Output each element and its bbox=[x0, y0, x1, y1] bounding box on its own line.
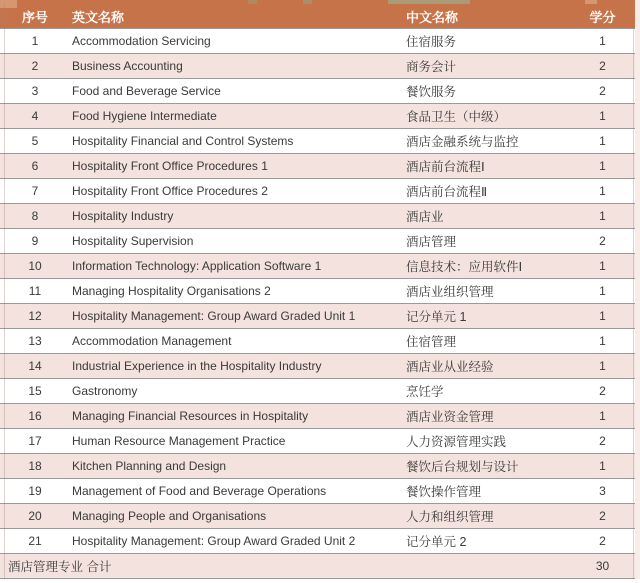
course-name-en: Hospitality Financial and Control Systems bbox=[70, 129, 405, 154]
table-row bbox=[0, 29, 635, 54]
course-credits: 2 bbox=[570, 504, 635, 529]
course-name-zh: 酒店前台流程Ⅱ bbox=[405, 179, 570, 204]
course-credits: 1 bbox=[570, 29, 635, 54]
course-name-en: Business Accounting bbox=[70, 54, 405, 79]
top-patch bbox=[585, 0, 597, 4]
left-border-line bbox=[4, 4, 5, 579]
course-credits: 1 bbox=[570, 154, 635, 179]
course-name-zh: 住宿管理 bbox=[405, 329, 570, 354]
course-name-en: Hospitality Management: Group Award Graded Unit 2 bbox=[70, 529, 405, 554]
table-row bbox=[0, 354, 635, 379]
table-row bbox=[0, 179, 635, 204]
top-patch bbox=[303, 0, 312, 4]
row-number: 8 bbox=[0, 204, 70, 229]
course-credits: 3 bbox=[570, 479, 635, 504]
course-name-en: Kitchen Planning and Design bbox=[70, 454, 405, 479]
row-number: 1 bbox=[0, 29, 70, 54]
right-border-line bbox=[633, 4, 634, 579]
top-patch bbox=[0, 0, 17, 8]
course-name-zh: 食品卫生（中级） bbox=[405, 104, 570, 129]
course-credits: 2 bbox=[570, 529, 635, 554]
course-name-en: Food Hygiene Intermediate bbox=[70, 104, 405, 129]
course-credits: 1 bbox=[570, 329, 635, 354]
course-name-zh: 人力资源管理实践 bbox=[405, 429, 570, 454]
table-row bbox=[0, 79, 635, 104]
course-name-en: Food and Beverage Service bbox=[70, 79, 405, 104]
course-name-en: Gastronomy bbox=[70, 379, 405, 404]
table-row bbox=[0, 154, 635, 179]
top-edge-decoration bbox=[0, 0, 635, 4]
table-row bbox=[0, 429, 635, 454]
course-name-zh: 餐饮后台规划与设计 bbox=[405, 454, 570, 479]
row-number: 13 bbox=[0, 329, 70, 354]
table-row bbox=[0, 529, 635, 554]
course-name-zh: 酒店前台流程Ⅰ bbox=[405, 154, 570, 179]
course-name-en: Managing People and Organisations bbox=[70, 504, 405, 529]
row-number: 3 bbox=[0, 79, 70, 104]
row-number: 10 bbox=[0, 254, 70, 279]
course-name-zh: 酒店管理 bbox=[405, 229, 570, 254]
course-name-zh: 酒店业组织管理 bbox=[405, 279, 570, 304]
table-row bbox=[0, 404, 635, 429]
course-name-zh: 酒店业从业经验 bbox=[405, 354, 570, 379]
table-header bbox=[0, 4, 635, 29]
row-number: 20 bbox=[0, 504, 70, 529]
course-name-zh: 信息技术：应用软件Ⅰ bbox=[405, 254, 570, 279]
course-name-zh: 记分单元 1 bbox=[405, 304, 570, 329]
table-row bbox=[0, 129, 635, 154]
total-credits: 30 bbox=[570, 554, 635, 579]
table-row bbox=[0, 454, 635, 479]
course-name-zh: 酒店业资金管理 bbox=[405, 404, 570, 429]
course-name-zh: 餐饮服务 bbox=[405, 79, 570, 104]
top-patch bbox=[388, 0, 470, 4]
table-footer bbox=[0, 554, 635, 579]
column-header-chinese-name: 中文名称 bbox=[405, 4, 570, 29]
course-credits: 1 bbox=[570, 304, 635, 329]
table-row bbox=[0, 304, 635, 329]
course-credits: 1 bbox=[570, 129, 635, 154]
right-gutter bbox=[635, 0, 640, 579]
table-row bbox=[0, 104, 635, 129]
course-name-zh: 酒店金融系统与监控 bbox=[405, 129, 570, 154]
course-name-en: Management of Food and Beverage Operations bbox=[70, 479, 405, 504]
course-name-zh: 住宿服务 bbox=[405, 29, 570, 54]
course-credits: 2 bbox=[570, 79, 635, 104]
course-name-en: Hospitality Front Office Procedures 1 bbox=[70, 154, 405, 179]
course-name-zh: 人力和组织管理 bbox=[405, 504, 570, 529]
course-name-en: Industrial Experience in the Hospitality Industry bbox=[70, 354, 405, 379]
table-row bbox=[0, 329, 635, 354]
table-row bbox=[0, 54, 635, 79]
column-header-index: 序号 bbox=[0, 4, 70, 29]
course-name-en: Managing Hospitality Organisations 2 bbox=[70, 279, 405, 304]
table-row bbox=[0, 229, 635, 254]
top-patch bbox=[248, 0, 257, 4]
row-number: 15 bbox=[0, 379, 70, 404]
course-name-zh: 酒店业 bbox=[405, 204, 570, 229]
row-number: 14 bbox=[0, 354, 70, 379]
row-number: 17 bbox=[0, 429, 70, 454]
course-name-zh: 餐饮操作管理 bbox=[405, 479, 570, 504]
course-credits: 1 bbox=[570, 279, 635, 304]
course-credits: 2 bbox=[570, 54, 635, 79]
course-credits: 1 bbox=[570, 404, 635, 429]
table-row bbox=[0, 204, 635, 229]
course-credits: 1 bbox=[570, 354, 635, 379]
course-name-en: Managing Financial Resources in Hospitality bbox=[70, 404, 405, 429]
row-number: 19 bbox=[0, 479, 70, 504]
table-row bbox=[0, 379, 635, 404]
course-name-en: Hospitality Industry bbox=[70, 204, 405, 229]
course-name-zh: 记分单元 2 bbox=[405, 529, 570, 554]
row-number: 4 bbox=[0, 104, 70, 129]
course-credits: 1 bbox=[570, 254, 635, 279]
row-number: 12 bbox=[0, 304, 70, 329]
course-credits: 1 bbox=[570, 179, 635, 204]
row-number: 2 bbox=[0, 54, 70, 79]
course-credits: 2 bbox=[570, 379, 635, 404]
course-credits: 1 bbox=[570, 454, 635, 479]
row-number: 6 bbox=[0, 154, 70, 179]
total-row bbox=[0, 554, 635, 579]
table-row bbox=[0, 504, 635, 529]
course-name-en: Accommodation Management bbox=[70, 329, 405, 354]
row-number: 21 bbox=[0, 529, 70, 554]
row-number: 18 bbox=[0, 454, 70, 479]
column-header-english-name: 英文名称 bbox=[70, 4, 405, 29]
course-name-en: Hospitality Management: Group Award Graded Unit 1 bbox=[70, 304, 405, 329]
table-row bbox=[0, 279, 635, 304]
row-number: 16 bbox=[0, 404, 70, 429]
course-credits: 2 bbox=[570, 429, 635, 454]
course-credits: 2 bbox=[570, 229, 635, 254]
course-name-en: Hospitality Front Office Procedures 2 bbox=[70, 179, 405, 204]
table-body bbox=[0, 29, 635, 554]
course-credits: 1 bbox=[570, 204, 635, 229]
column-header-credits: 学分 bbox=[570, 4, 635, 29]
row-number: 9 bbox=[0, 229, 70, 254]
course-name-zh: 商务会计 bbox=[405, 54, 570, 79]
course-name-en: Information Technology: Application Software 1 bbox=[70, 254, 405, 279]
course-credits: 1 bbox=[570, 104, 635, 129]
curriculum-table bbox=[0, 4, 635, 579]
total-label: 酒店管理专业 合计 bbox=[0, 554, 570, 579]
row-number: 11 bbox=[0, 279, 70, 304]
course-name-en: Hospitality Supervision bbox=[70, 229, 405, 254]
table-row bbox=[0, 254, 635, 279]
table-row bbox=[0, 479, 635, 504]
row-number: 7 bbox=[0, 179, 70, 204]
row-number: 5 bbox=[0, 129, 70, 154]
course-name-en: Human Resource Management Practice bbox=[70, 429, 405, 454]
course-name-en: Accommodation Servicing bbox=[70, 29, 405, 54]
course-name-zh: 烹饪学 bbox=[405, 379, 570, 404]
header-row bbox=[0, 4, 635, 29]
